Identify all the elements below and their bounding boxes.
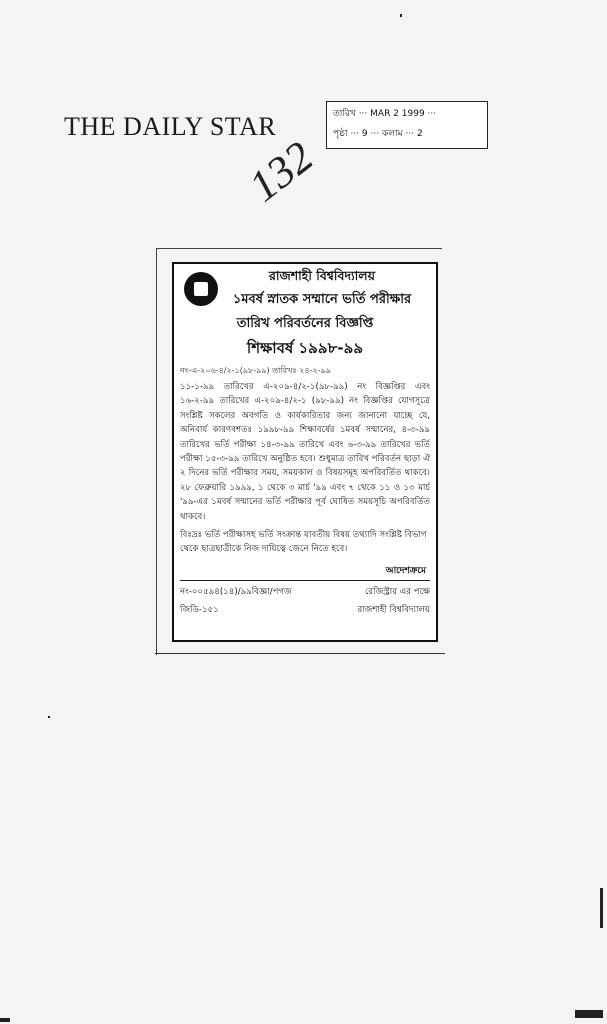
university-logo-icon: [184, 272, 218, 306]
clipping-date-stamp: [326, 101, 488, 149]
scan-speck: [48, 716, 50, 718]
stamp-page-label: পৃষ্ঠা: [333, 129, 348, 139]
notice-session-heading: শিক্ষাবর্ষ ১৯৯৮-৯৯: [246, 339, 364, 357]
notice-note: বিঃদ্রঃ ভর্তি পরীক্ষাসহ ভর্তি সংক্রান্ত যাবতীয় বিষয় তথ্যাদি সংশ্লিষ্ট বিভাগ থেকে ছাত্রছাত্রীকে নিজ দায়িত্বে জেনে নিতে হবে।: [180, 530, 427, 555]
stamp-date-value: MAR 2 1999: [370, 109, 425, 119]
stamp-column-label: কলাম: [381, 129, 403, 139]
notice-university-signature: রাজশাহী বিশ্ববিদ্যালয়: [357, 604, 430, 615]
notice-box: [172, 262, 438, 642]
stamp-date-label: তারিখ: [333, 109, 356, 119]
notice-subject-heading: তারিখ পরিবর্তনের বিজ্ঞপ্তি: [236, 316, 374, 331]
notice-order-label: আদেশক্রমে: [385, 565, 426, 576]
scan-speck: [575, 1010, 603, 1018]
notice-reference-line: নং-এ-২০৬-৪/২-১(৯৮-৯৯) তারিখঃ ২৪-২-৯৯: [180, 366, 331, 375]
scan-speck: [600, 888, 603, 928]
notice-program-heading: ১মবর্ষ স্নাতক সম্মানে ভর্তি পরীক্ষার: [232, 292, 412, 307]
stamp-page-row: পৃষ্ঠা ··· 9 ··· কলাম ··· 2: [333, 129, 423, 139]
newspaper-masthead: THE DAILY STAR: [64, 112, 277, 141]
stamp-date-row: তারিখ ··· MAR 2 1999 ···: [333, 109, 437, 119]
stamp-column-value: 2: [416, 129, 423, 139]
handwritten-number: 132: [239, 131, 323, 212]
notice-divider: [180, 580, 430, 581]
notice-memo-number: নং-০০৫৯৪(১৪)/৯৯বিজ্ঞা/পগজ: [180, 586, 292, 597]
notice-university-heading: রাজশাহী বিশ্ববিদ্যালয়: [269, 268, 375, 283]
notice-signature-row-1: [180, 585, 430, 599]
notice-signature-row-2: [180, 603, 430, 617]
scan-speck: [400, 14, 402, 17]
clipping-bottom-line: [155, 653, 445, 654]
notice-body: ১১-১-৯৯ তারিখের এ-২০৯-৪/২-১(৯৮-৯৯) নং বিজ্ঞপ্তির এবং ১৬-২-৯৯ তারিখের এ-২০৯-৪/২-১ (৯৮-৯৯) নং বিজ্ঞপ্তির যোগসূত্রে সংশ্লিষ্ট সকলের অবগতি ও কার্যকারিতার জন্য জানানো যাচ্ছে যে, অনিবার্য কারণবশতঃ ১৯৯৮-৯৯ শিক্ষাবর্ষের ১মবর্ষ সম্মানের, ৪-৩-৯৯ তারিখের ভর্তি পরীক্ষা ১৪-৩-৯৯ তারিখে এবং ৬-৩-৯৯ তারিখের ভর্তি পরীক্ষা ১৫-৩-৯৯ তারিখে অনুষ্ঠিত হবে। শুধুমাত্র তারিখ পরিবর্তন ছাড়া ঐ ২ দিনের ভর্তি পরীক্ষার সময়, সময়কাল ও বিষয়সমূহ অপরিবর্তিত থাকবে। ২৮ ফেব্রুয়ারি ১৯৯৯, ১ থেকে ৩ মার্চ '৯৯ এবং ৭ থেকে ১১ ও ১৩ মার্চ '৯৯-এর ১মবর্ষ সম্মানের ভর্তি পরীক্ষার পূর্ব ঘোষিত সময়সূচি অপরিবর্তিত থাকবে।: [180, 382, 430, 522]
notice-gd-number: জিডি-১৫১: [180, 604, 219, 615]
scan-speck: [0, 1018, 10, 1022]
stamp-page-value: 9: [361, 129, 368, 139]
notice-registrar-label: রেজিস্ট্রার এর পক্ষে: [364, 586, 430, 597]
